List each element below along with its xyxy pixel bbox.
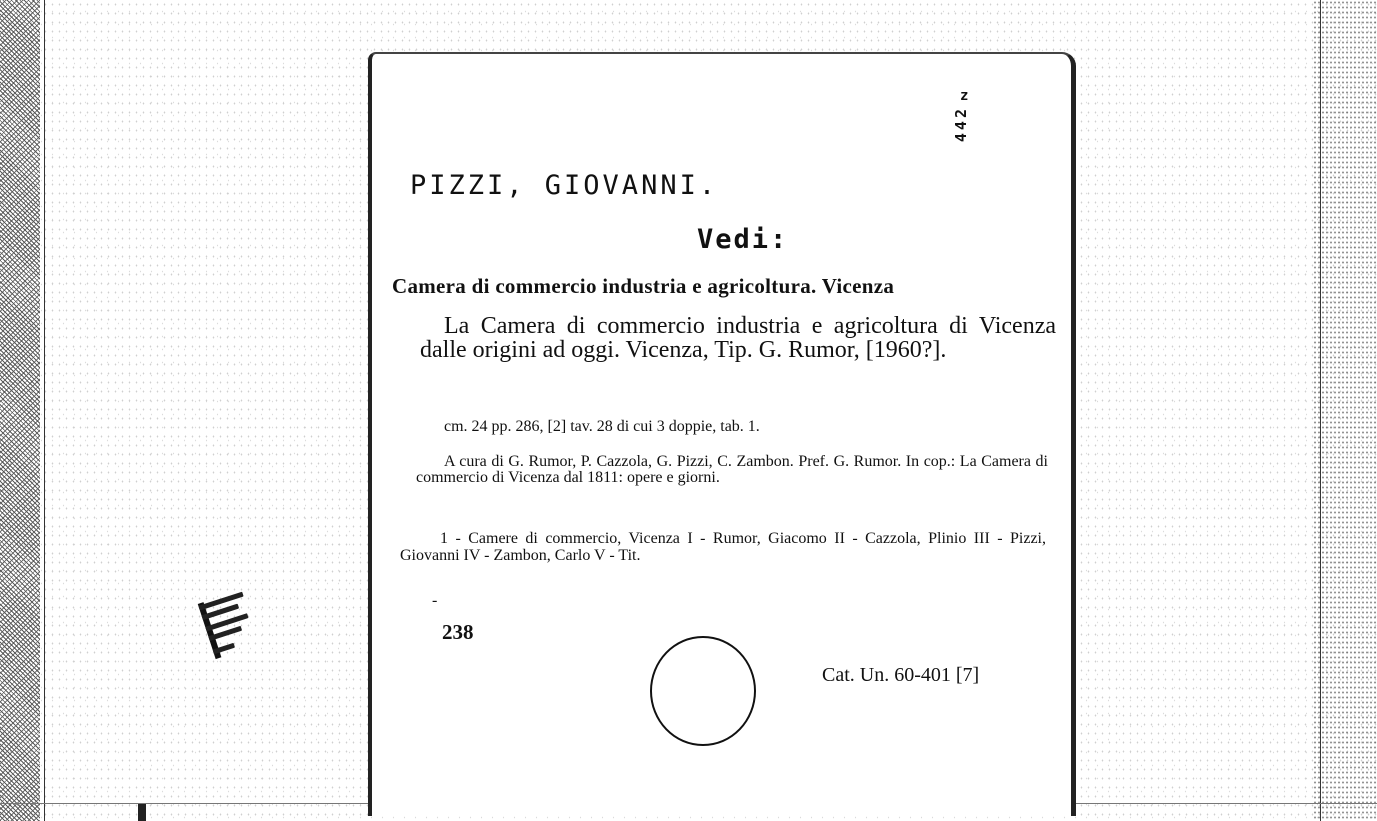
see-reference: Vedi:: [697, 224, 789, 255]
card-number: 238: [442, 620, 474, 644]
corporate-author: Camera di commercio industria e agricoltura. Vicenza: [392, 274, 895, 298]
corner-number: 442: [952, 106, 970, 143]
scan-divider-right: [1320, 0, 1321, 821]
notes-paragraph: A cura di G. Rumor, P. Cazzola, G. Pizzi, C. Zambon. Pref. G. Rumor. In cop.: La Camera di commercio di Vicenza dal 1811: opere e giorni.: [416, 453, 1048, 486]
scan-bottom-mark: [138, 804, 146, 821]
collation: cm. 24 pp. 286, [2] tav. 28 di cui 3 doppie, tab. 1.: [444, 418, 760, 435]
catalog-reference: Cat. Un. 60-401 [7]: [822, 664, 980, 686]
punch-hole: [650, 636, 756, 746]
corner-mark: z: [960, 88, 969, 104]
left-scan-edge: [0, 0, 40, 821]
catalog-card: [368, 52, 1076, 816]
dash-mark: -: [432, 592, 438, 609]
scan-divider-left: [44, 0, 45, 821]
title-paragraph: La Camera di commercio industria e agricoltura di Vicenza dalle origini ad oggi. Vicenza, Tip. G. Rumor, [1960?].: [420, 313, 1056, 363]
subject-entries: 1 - Camere di commercio, Vicenza I - Rumor, Giacomo II - Cazzola, Plinio III - Pizzi, Giovanni IV - Zambon, Carlo V - Tit.: [400, 530, 1046, 564]
card-heading: PIZZI, GIOVANNI.: [410, 170, 719, 201]
right-scan-edge: [1313, 0, 1377, 821]
